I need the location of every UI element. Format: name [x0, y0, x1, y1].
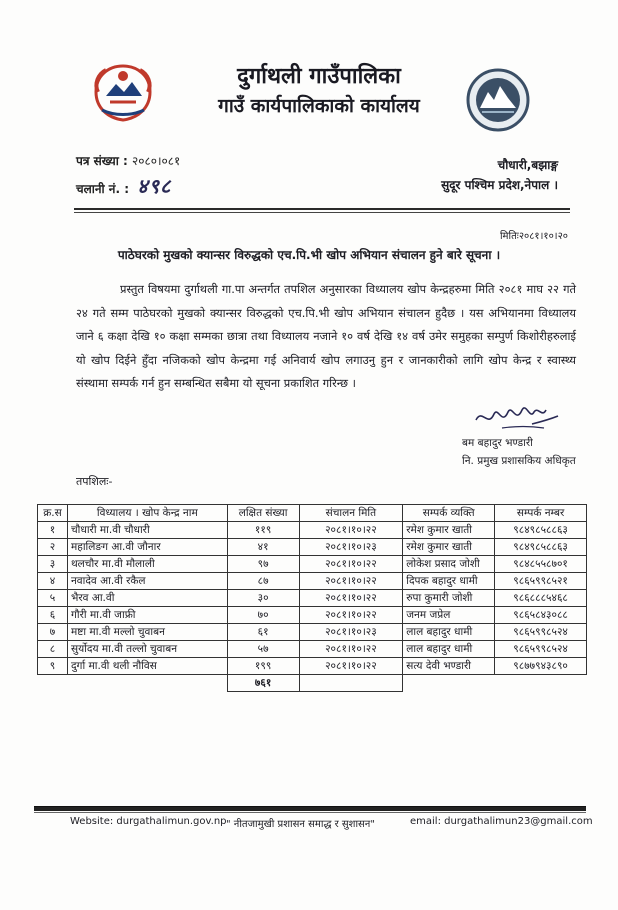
cell-target: ४१ [227, 539, 299, 556]
cell-target: ६१ [227, 624, 299, 641]
municipality-logo-icon [466, 68, 530, 132]
cell-contact-number: ९८६५८४३०८८ [495, 607, 587, 624]
header-divider [74, 208, 570, 210]
footer-motto: " नीतजामुखी प्रशासन समाद्ध र सुशासन" [226, 819, 375, 830]
cell-date: २०८१।१०।२२ [299, 556, 403, 573]
total-spacer [403, 675, 495, 692]
dispatch-number [76, 172, 171, 199]
details-label: तपशिलः- [76, 475, 113, 488]
cell-contact-number: ९८४९८५८८६३ [495, 522, 587, 539]
footer-website: Website: durgathalimun.gov.np [70, 816, 227, 827]
cell-serial: ८ [38, 641, 68, 658]
header-target: लक्षित संख्या [227, 505, 299, 522]
cell-contact-number: ९८६५९९८५२४ [495, 624, 587, 641]
table-row [38, 539, 587, 556]
cell-center-name: गौरी मा.वी जाफ्री [67, 607, 227, 624]
cell-contact-person: रमेश कुमार खाती [403, 539, 495, 556]
cell-contact-number: ९८६५९९८५२४ [495, 641, 587, 658]
cell-date: २०८१।१०।२२ [299, 658, 403, 675]
table-row [38, 658, 587, 675]
cell-date: २०८१।१०।२२ [299, 522, 403, 539]
table-row [38, 573, 587, 590]
cell-contact-person: लाल बहादुर धामी [403, 624, 495, 641]
cell-center-name: नवादेव आ.वी रकैल [67, 573, 227, 590]
cell-contact-number: ९८७७९४३८९० [495, 658, 587, 675]
signer-title: नि. प्रमुख प्रशासकिय अधिकृत [462, 455, 576, 467]
letter-number [76, 152, 180, 169]
header-divider-thin [74, 212, 570, 213]
cell-target: ९७ [227, 556, 299, 573]
cell-contact-person: रुपा कुमारी जोशी [403, 590, 495, 607]
cell-contact-person: रमेश कुमार खाती [403, 522, 495, 539]
cell-serial: ४ [38, 573, 68, 590]
address-line-1: चौधारी,बझाङ्ग [497, 158, 558, 172]
total-spacer [38, 675, 68, 692]
table-row [38, 522, 587, 539]
cell-contact-person: दिपक बहादुर धामी [403, 573, 495, 590]
table-header-row [38, 505, 587, 522]
cell-serial: १ [38, 522, 68, 539]
total-empty-cell [299, 675, 403, 692]
cell-date: २०८१।१०।२३ [299, 624, 403, 641]
cell-serial: ६ [38, 607, 68, 624]
cell-serial: ७ [38, 624, 68, 641]
dispatch-number-value: ४९८ [137, 174, 172, 198]
cell-center-name: सुर्योदय मा.वी तल्लो चुवाबन [67, 641, 227, 658]
cell-target: ११९ [227, 522, 299, 539]
cell-date: २०८१।१०।२२ [299, 607, 403, 624]
cell-center-name: भैरव आ.वी [67, 590, 227, 607]
cell-contact-person: लाल बहादुर धामी [403, 641, 495, 658]
letter-number-label: पत्र संख्या : [76, 154, 128, 168]
header-center-name: विध्यालय । खोप केन्द्र नाम [67, 505, 227, 522]
cell-serial: ९ [38, 658, 68, 675]
table-row [38, 624, 587, 641]
footer-email: email: durgathalimun23@gmail.com [410, 816, 593, 827]
cell-contact-person: जनम जप्रेल [403, 607, 495, 624]
cell-center-name: दुर्गा मा.वी थली नौविस [67, 658, 227, 675]
table-row [38, 641, 587, 658]
address-line-2: सुदूर पश्चिम प्रदेश,नेपाल । [441, 178, 558, 192]
header-serial: क्र.स [38, 505, 68, 522]
cell-date: २०८१।१०।२३ [299, 539, 403, 556]
signature-icon [472, 398, 562, 434]
cell-center-name: चौधारी मा.वी चौधारी [67, 522, 227, 539]
cell-contact-person: लोकेश प्रसाद जोशी [403, 556, 495, 573]
total-target: ७६१ [227, 675, 299, 692]
cell-contact-number: ९८४८५५८७०१ [495, 556, 587, 573]
cell-serial: २ [38, 539, 68, 556]
table-row [38, 556, 587, 573]
header-date: संचालन मिति [299, 505, 403, 522]
cell-date: २०८१।१०।२२ [299, 641, 403, 658]
table-total-row [38, 675, 587, 692]
cell-date: २०८१।१०।२२ [299, 573, 403, 590]
cell-date: २०८१।१०।२२ [299, 590, 403, 607]
total-spacer [67, 675, 227, 692]
header-contact-person: सम्पर्क व्यक्ति [403, 505, 495, 522]
notice-date: मितिः२०८१।१०।२० [499, 231, 568, 242]
cell-contact-person: सत्य देवी भण्डारी [403, 658, 495, 675]
signer-name: बम बहादुर भण्डारी [462, 437, 533, 449]
letter-number-value: २०८०।०८१ [131, 154, 181, 168]
cell-center-name: थलचौर मा.वी मौलाली [67, 556, 227, 573]
cell-contact-number: ९८४९८५८८६३ [495, 539, 587, 556]
footer-divider [34, 806, 586, 811]
total-spacer [495, 675, 587, 692]
table-row [38, 607, 587, 624]
notice-subject: पाठेघरको मुखको क्यान्सर विरुद्धको एच.पि.भी खोप अभियान संचालन हुने बारे सूचना । [117, 248, 501, 262]
cell-target: ८७ [227, 573, 299, 590]
table-row [38, 590, 587, 607]
cell-target: ३० [227, 590, 299, 607]
cell-target: ७० [227, 607, 299, 624]
footer-divider-thin [34, 812, 586, 813]
cell-center-name: मष्टा मा.वी मल्लो चुवाबन [67, 624, 227, 641]
dispatch-number-label: चलानी नं. : [76, 182, 130, 196]
notice-body: प्रस्तुत विषयमा दुर्गाथली गा.पा अन्तर्गत तपशिल अनुसारका विध्यालय खोप केन्द्रहरुमा मिति २०८१ माघ २२ गते २४ गते सम्म पाठेघरको मुखको क्यान्सर विरुद्धको एच.पि.भी खोप अभियान संचालन हुदैछ । यस अभियानमा विध्यालय जाने ६ कक्षा देखि १० कक्षा सम्मका छात्रा तथा विध्यालय नजाने १० वर्ष देखि १४ वर्ष उमेर समुहका सम्पुर्ण किशोरीहरुलाई यो खोप दिईने हुँदा नजिकको खोप केन्द्रमा गई अनिवार्य खोप लगाउनु हुन र जानकारीको लागि खोप केन्द्र र स्वास्थ्य संस्थामा सम्पर्क गर्न हुन सम्बन्धित सबैमा यो सूचना प्रकाशित गरिन्छ । [76, 282, 576, 390]
cell-serial: ५ [38, 590, 68, 607]
cell-target: १९९ [227, 658, 299, 675]
cell-center-name: महालिङग आ.वी जौनार [67, 539, 227, 556]
office-name: गाउँ कार्यपालिकाको कार्यालय [218, 95, 420, 117]
header-contact-number: सम्पर्क नम्बर [495, 505, 587, 522]
vaccination-centers-table [37, 504, 587, 692]
org-name: दुर्गाथली गाउँपालिका [237, 64, 401, 89]
cell-serial: ३ [38, 556, 68, 573]
cell-contact-number: ९८६८८८५४६८ [495, 590, 587, 607]
cell-target: ५७ [227, 641, 299, 658]
cell-contact-number: ९८६५९९८५२१ [495, 573, 587, 590]
